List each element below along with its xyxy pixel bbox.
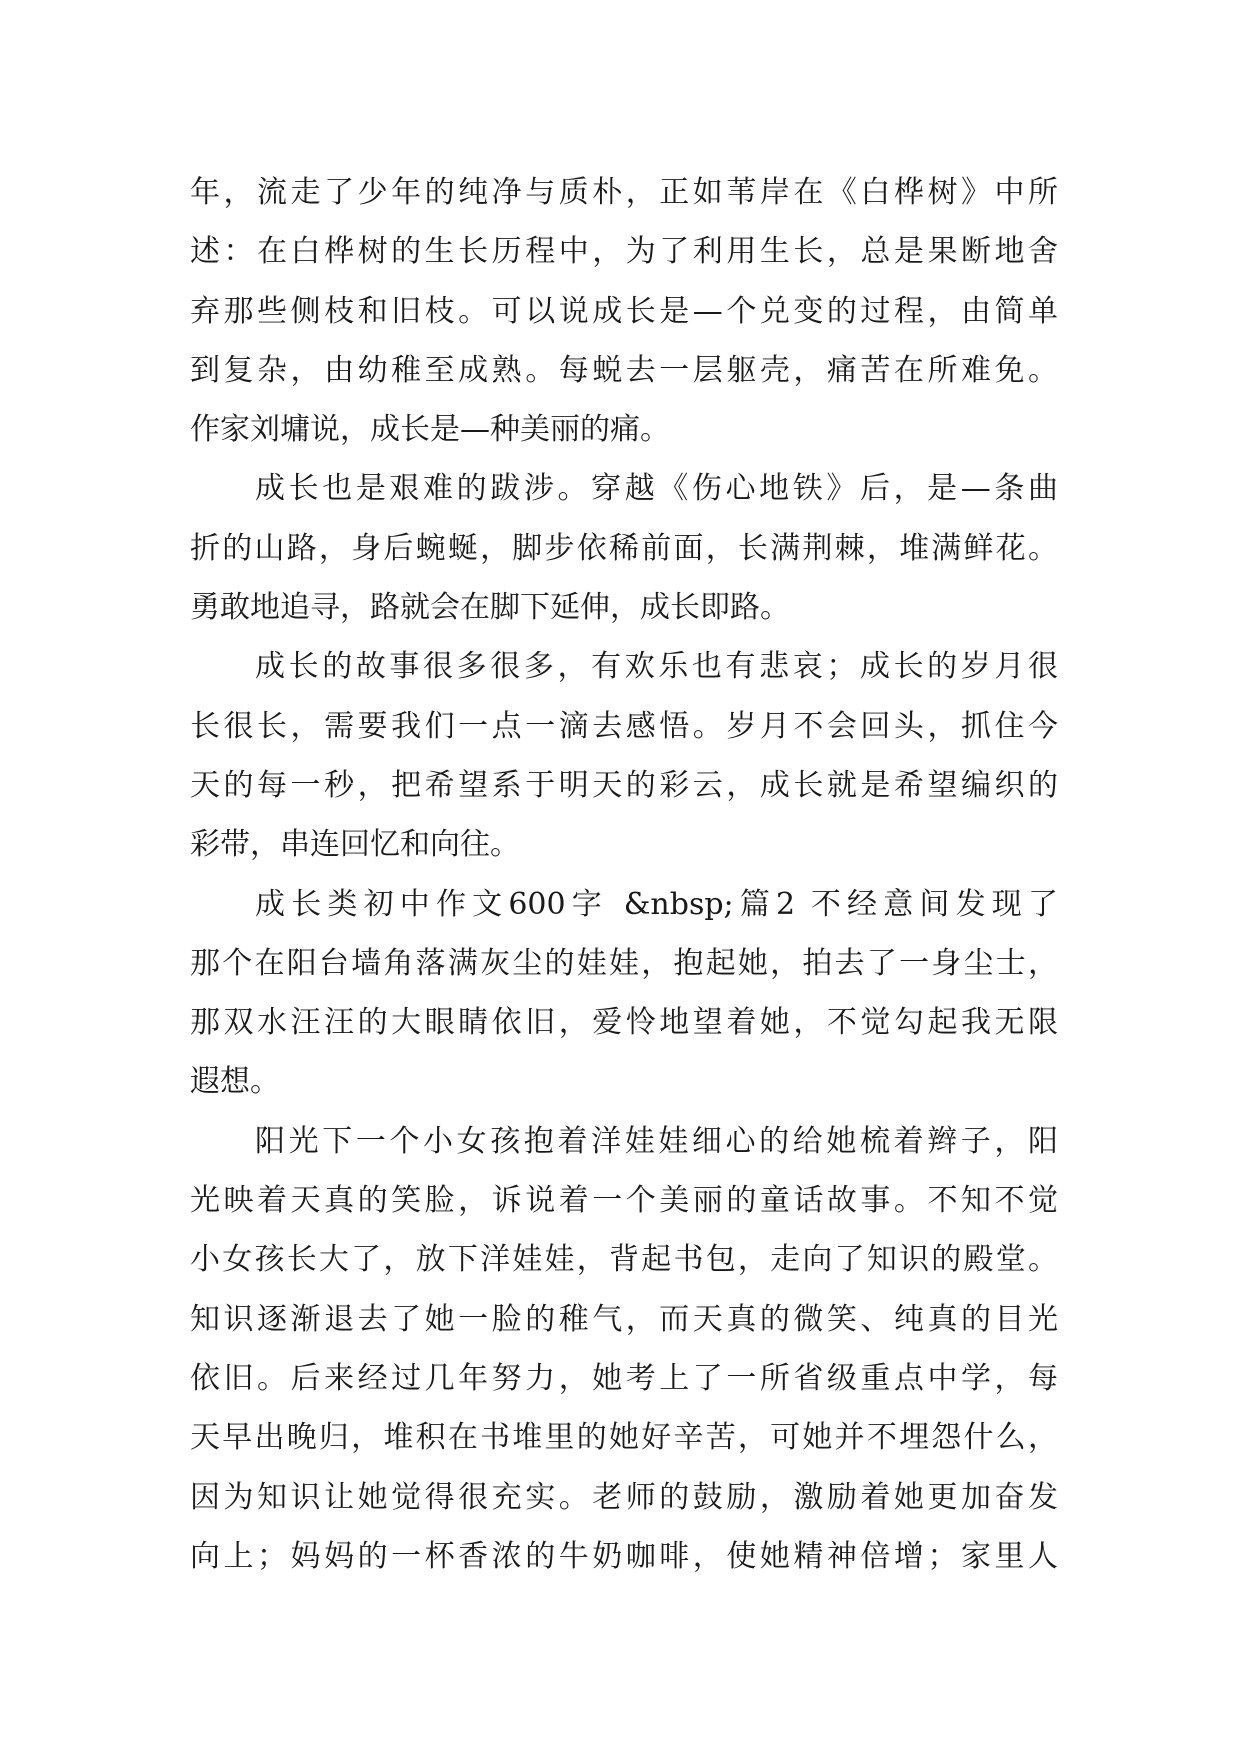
text-line: 到复杂，由幼稚至成熟。每蜕去一层躯壳，痛苦在所难免。 [190,352,1058,388]
text-line: 知识逐渐退去了她一脸的稚气，而天真的微笑、纯真的目光 [190,1301,1058,1337]
text-line: 阳光下一个小女孩抱着洋娃娃细心的给她梳着辫子，阳 [255,1123,1058,1159]
text-line: 光映着天真的笑脸，诉说着一个美丽的童话故事。不知不觉 [190,1183,1058,1219]
text-line: 弃那些侧枝和旧枝。可以说成长是—个兑变的过程，由简单 [190,293,1058,329]
essay-text-body [190,163,1058,1586]
text-line: 遐想。 [190,1064,280,1100]
text-line: 小女孩长大了，放下洋娃娃，背起书包，走向了知识的殿堂。 [190,1242,1058,1278]
text-line: 天的每一秒，把希望系于明天的彩云，成长就是希望编织的 [190,767,1058,803]
text-line: 成长也是艰难的跋涉。穿越《伤心地铁》后，是—条曲 [255,471,1058,507]
text-line: 成长类初中作文600字 &nbsp;篇2 不经意间发现了 [255,886,1058,922]
text-line: 长很长，需要我们一点一滴去感悟。岁月不会回头，抓住今 [190,708,1058,744]
text-line: 成长的故事很多很多，有欢乐也有悲哀；成长的岁月很 [255,649,1058,685]
text-line: 折的山路，身后蜿蜒，脚步依稀前面，长满荆棘，堆满鲜花。 [190,530,1058,566]
text-line: 彩带，串连回忆和向往。 [190,827,520,863]
text-line: 那双水汪汪的大眼睛依旧，爱怜地望着她，不觉勾起我无限 [190,1005,1058,1041]
text-line: 勇敢地追寻，路就会在脚下延伸，成长即路。 [190,590,790,626]
text-line: 依旧。后来经过几年努力，她考上了一所省级重点中学，每 [190,1360,1058,1396]
text-line: 述：在白桦树的生长历程中，为了利用生长，总是果断地舍 [190,234,1058,270]
text-line: 因为知识让她觉得很充实。老师的鼓励，激励着她更加奋发 [190,1479,1058,1515]
text-line: 那个在阳台墙角落满灰尘的娃娃，抱起她，拍去了一身尘士， [190,945,1058,981]
text-line: 年，流走了少年的纯净与质朴，正如苇岸在《白桦树》中所 [190,175,1058,210]
text-line: 天早出晚归，堆积在书堆里的她好辛苦，可她并不埋怨什么， [190,1420,1058,1456]
text-line: 向上；妈妈的一杯香浓的牛奶咖啡，使她精神倍增；家里人 [190,1538,1058,1574]
text-line: 作家刘墉说，成长是—种美丽的痛。 [190,412,670,448]
